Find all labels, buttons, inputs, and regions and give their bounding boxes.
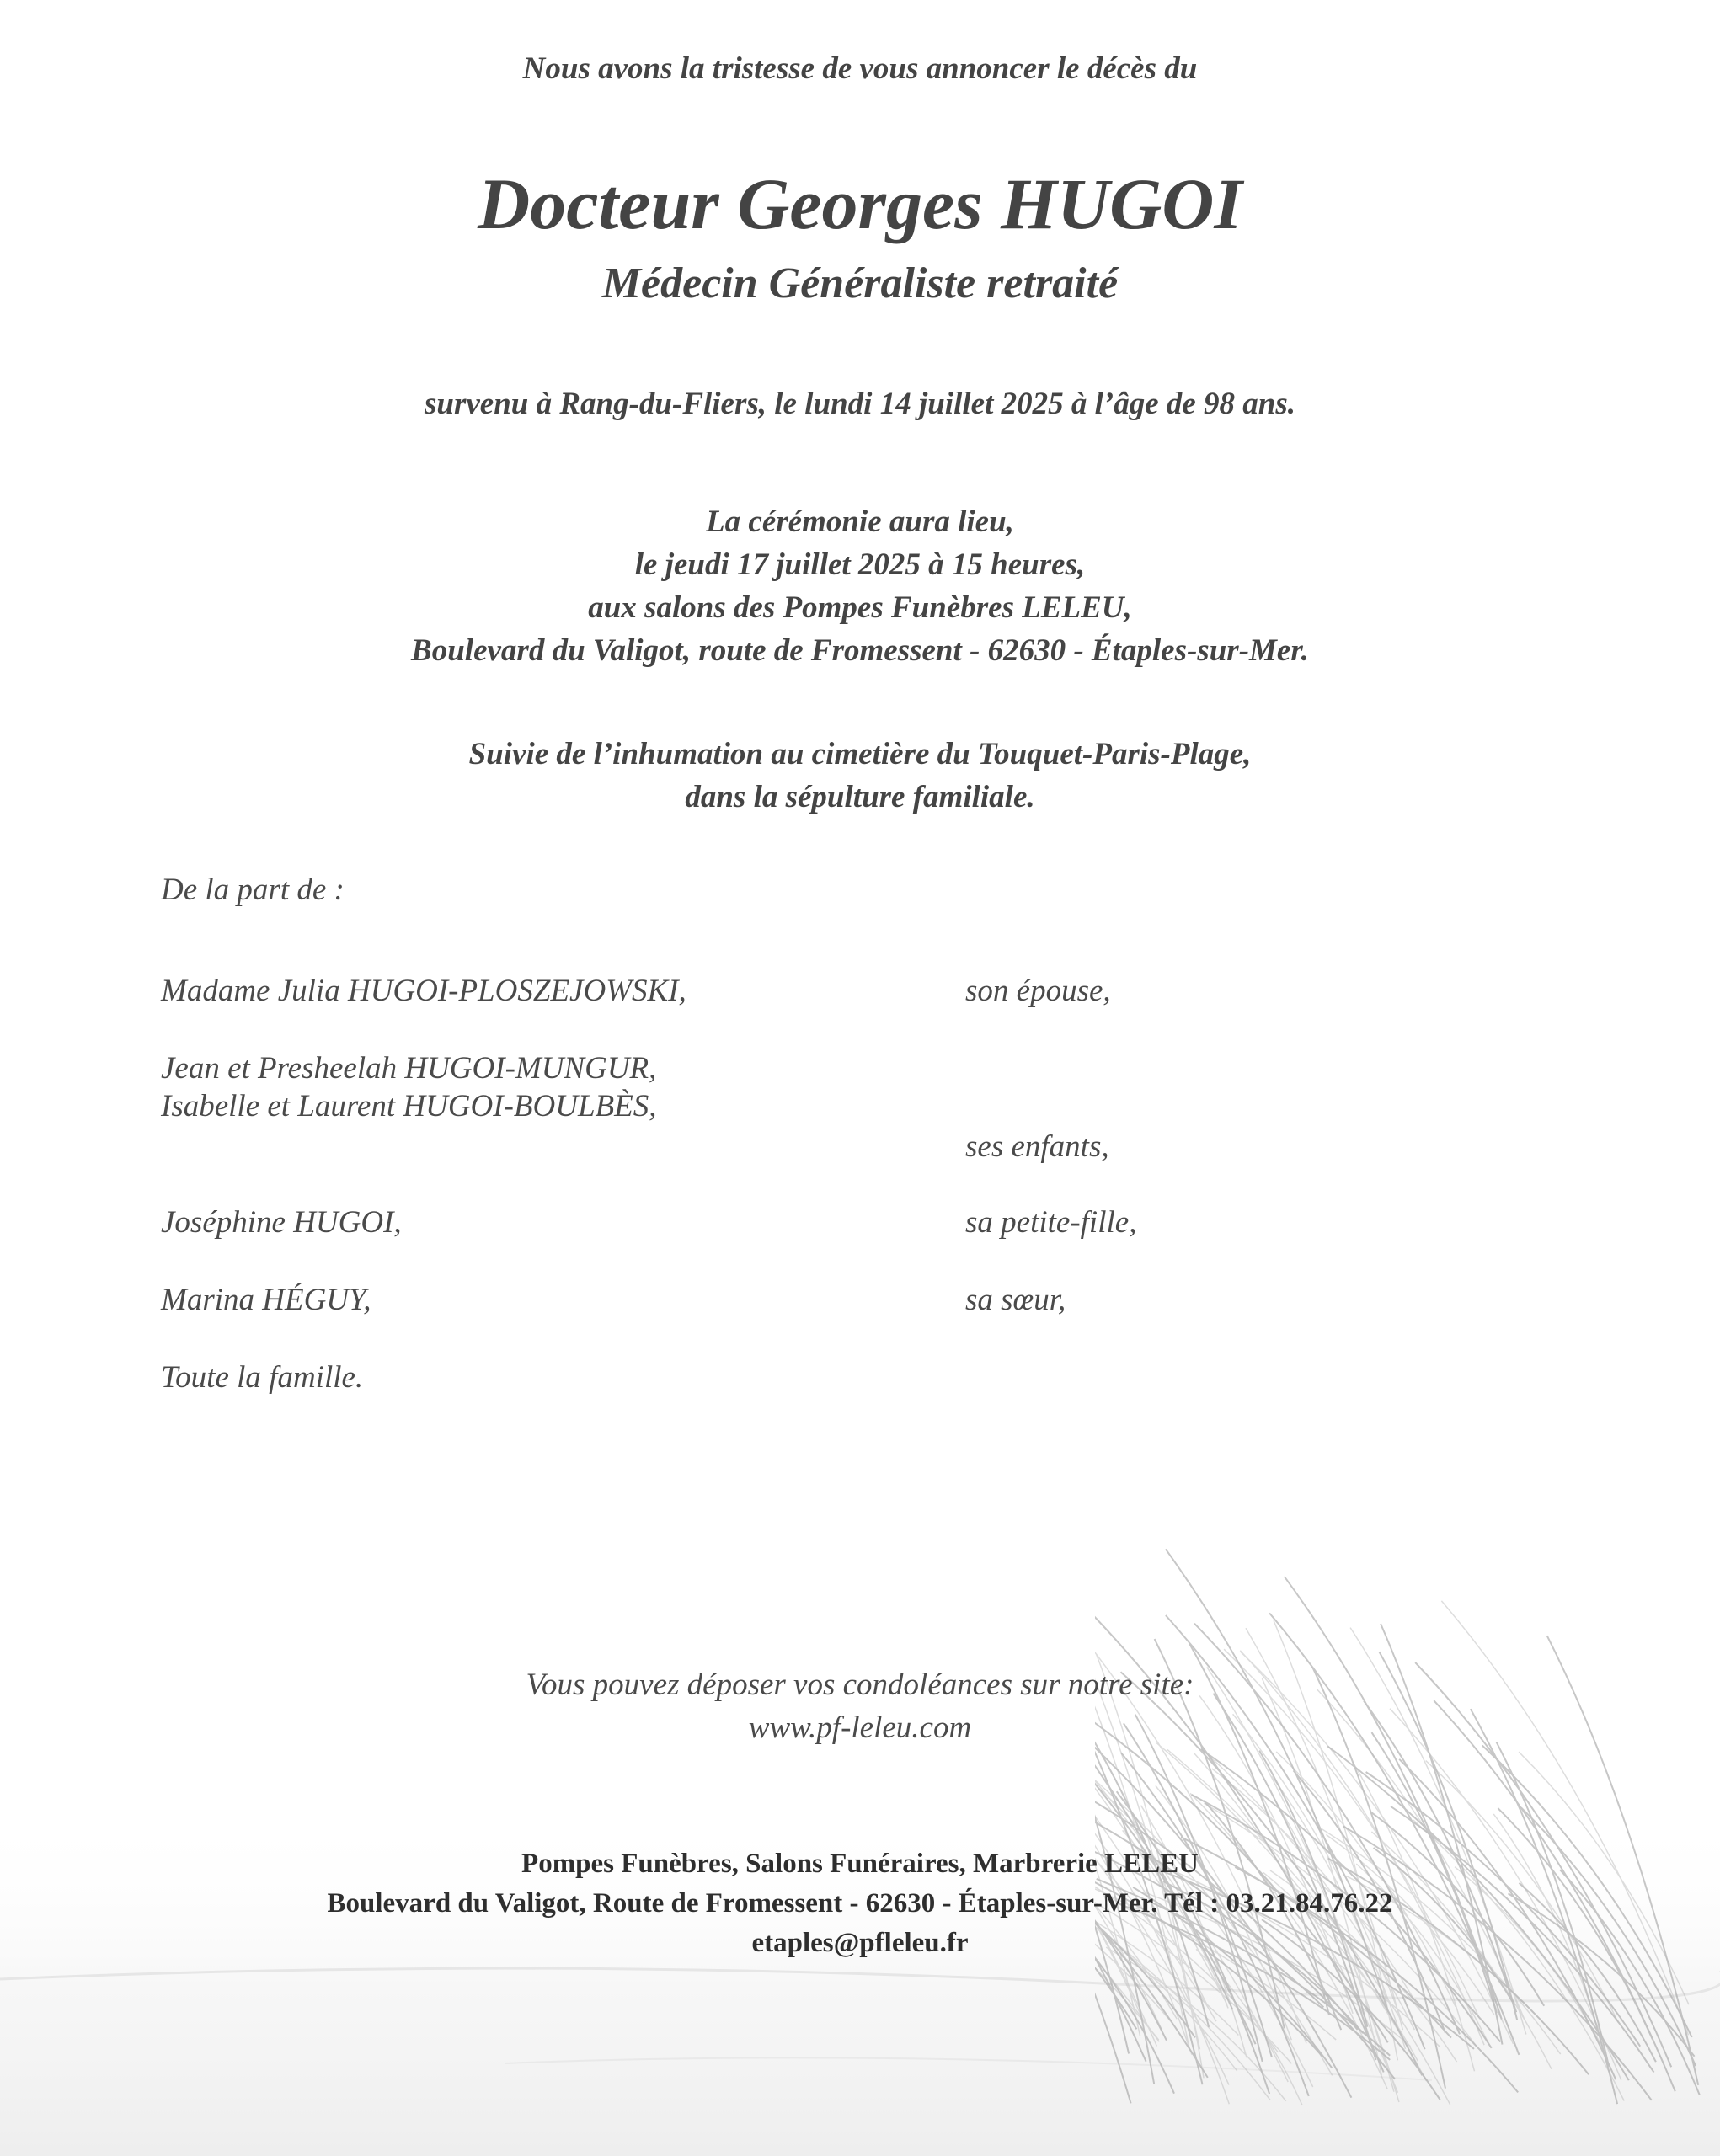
ceremony-line: le jeudi 17 juillet 2025 à 15 heures, (634, 547, 1086, 582)
children-relation: ses enfants, (965, 1129, 1109, 1164)
child-name: Jean et Presheelah HUGOI-MUNGUR, (161, 1051, 657, 1086)
child-name: Isabelle et Laurent HUGOI-BOULBÈS, (161, 1089, 657, 1123)
ceremony-details (0, 500, 1720, 672)
deceased-name: Docteur Georges HUGOI (478, 163, 1242, 244)
profession: Médecin Généraliste retraité (601, 259, 1119, 307)
ceremony-line: aux salons des Pompes Funèbres LELEU, (588, 590, 1132, 625)
granddaughter-name: Joséphine HUGOI, (161, 1205, 402, 1240)
burial-details (0, 733, 1720, 819)
spouse-relation: son épouse, (965, 974, 1111, 1008)
funeral-home-address: Boulevard du Valigot, Route de Fromessent - 62630 - Étaples-sur-Mer. Tél : 03.21.84.76.22 (327, 1888, 1393, 1919)
funeral-home-email[interactable]: etaples@pfleleu.fr (751, 1928, 969, 1958)
funeral-home-name: Pompes Funèbres, Salons Funéraires, Marbrerie LELEU (521, 1849, 1199, 1879)
ceremony-line: Boulevard du Valigot, route de Fromessent - 62630 - Étaples-sur-Mer. (411, 633, 1309, 668)
burial-line: Suivie de l’inhumation au cimetière du Touquet-Paris-Plage, (468, 737, 1252, 771)
granddaughter-relation: sa petite-fille, (965, 1205, 1137, 1240)
death-notice: survenu à Rang-du-Fliers, le lundi 14 juillet 2025 à l’âge de 98 ans. (424, 387, 1296, 421)
condolences-url[interactable]: www.pf-leleu.com (748, 1710, 972, 1745)
condolences-block (0, 1663, 1720, 1749)
intro-text: Nous avons la tristesse de vous annoncer le décès du (522, 51, 1198, 86)
spouse-name: Madame Julia HUGOI-PLOSZEJOWSKI, (161, 974, 686, 1008)
funeral-home-footer (0, 1844, 1720, 1963)
de-la-part-heading: De la part de : (161, 873, 345, 907)
condolences-text: Vous pouvez déposer vos condoléances sur notre site: (526, 1668, 1194, 1702)
sister-relation: sa sœur, (965, 1283, 1066, 1317)
ceremony-line: La cérémonie aura lieu, (706, 504, 1014, 539)
all-family: Toute la famille. (161, 1360, 364, 1395)
sister-name: Marina HÉGUY, (161, 1283, 371, 1317)
burial-line: dans la sépulture familiale. (685, 780, 1035, 814)
